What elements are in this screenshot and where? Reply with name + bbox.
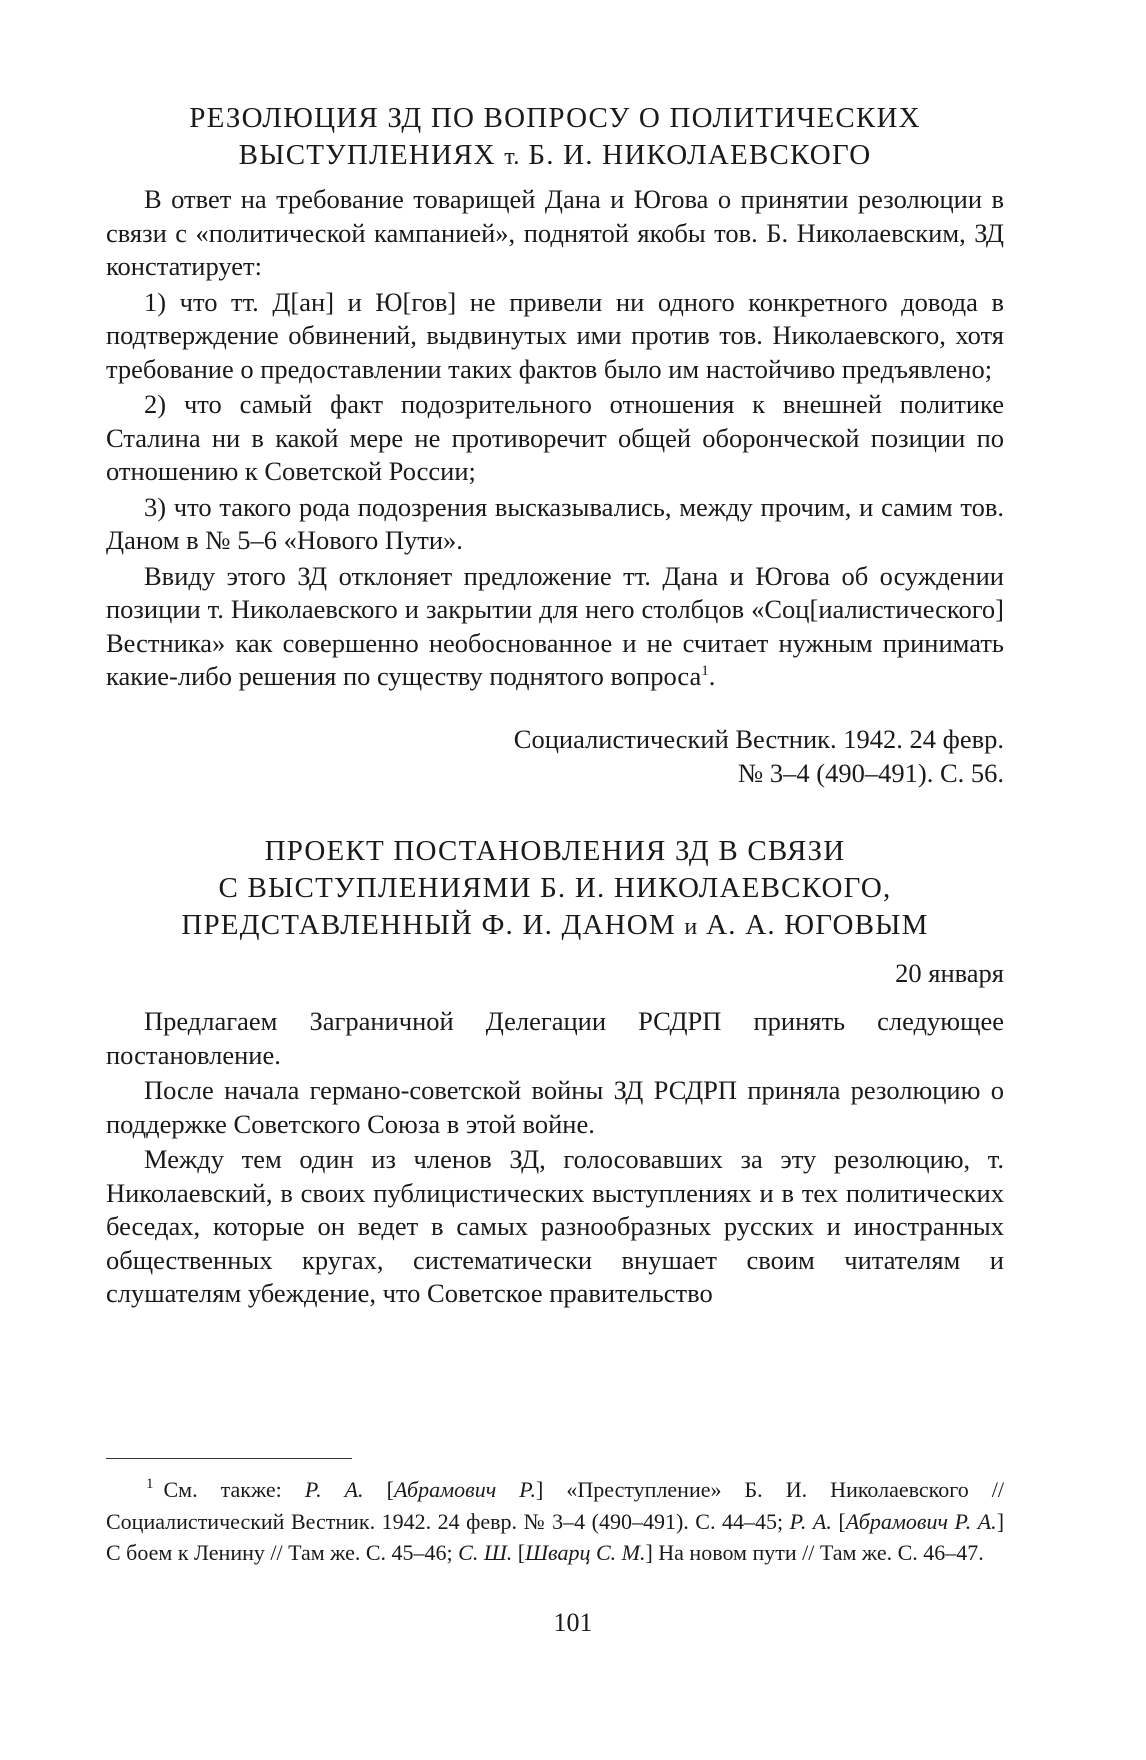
source-line: № 3–4 (490–491). С. 56. bbox=[738, 758, 1004, 788]
footnote-text: ] «Преступление» Б. И. Николаевского // Социалистический Вестник. 1942. 24 февр. № 3–4 (490–491). С. 44–45; bbox=[106, 1477, 1004, 1534]
heading-text: А. А. ЮГОВЫМ bbox=[706, 909, 929, 941]
page-number: 101 bbox=[553, 1608, 593, 1637]
source-line: Социалистический Вестник. 1942. 24 февр. bbox=[513, 724, 1004, 754]
paragraph: 2) что самый факт подозрительного отношения к внешней политике Сталина ни в какой мере не противоречит общей оборонческой позиции по отношению к Советской России; bbox=[106, 389, 1004, 486]
source-citation bbox=[106, 722, 1004, 790]
heading-conjunction: и bbox=[684, 914, 698, 940]
section2-heading-line1: ПРОЕКТ ПОСТАНОВЛЕНИЯ ЗД В СВЯЗИ bbox=[264, 835, 846, 867]
footnote-marker: 1 bbox=[701, 663, 709, 679]
paragraph: Между тем один из членов ЗД, голосовавших за эту резолюцию, т. Николаевский, в своих публицистических выступлениях и в тех политических беседах, которые он ведет в самых разнообразных русских и иностранных общественных кругах, систематически внушает своим читателям и слушателям убеждение, что Советское правительство bbox=[106, 1144, 1004, 1308]
section2-body bbox=[106, 1005, 1004, 1311]
footnote-author-initials: Р. А. bbox=[304, 1477, 364, 1502]
section2-heading bbox=[106, 833, 1004, 946]
heading-abbrev: т. bbox=[504, 144, 520, 170]
section1-body bbox=[106, 183, 1004, 694]
footnote-text: [ bbox=[363, 1477, 394, 1502]
footnote-text: ] На новом пути // Там же. С. 46–47. bbox=[645, 1540, 984, 1565]
footnote-text: [ bbox=[512, 1540, 526, 1565]
footnote-author-initials: С. Ш. bbox=[458, 1540, 513, 1565]
paragraph-end: . bbox=[708, 661, 716, 691]
paragraph: Предлагаем Заграничной Делегации РСДРП принять следующее постановление. bbox=[106, 1006, 1004, 1070]
section1-heading-line1: РЕЗОЛЮЦИЯ ЗД ПО ВОПРОСУ О ПОЛИТИЧЕСКИХ bbox=[189, 102, 921, 134]
footnote-author-name: Абрамович Р. А. bbox=[845, 1508, 997, 1534]
paragraph: 3) что такого рода подозрения высказывались, между прочим, и самим тов. Даном в № 5–6 «Нового Пути». bbox=[106, 491, 1004, 555]
footnote-text: [ bbox=[831, 1508, 846, 1534]
footnote-author-name: Абрамович Р. bbox=[393, 1477, 536, 1502]
footnote-text: ] С боем к Ленину // Там же. С. 45–46; bbox=[106, 1508, 1005, 1565]
document-date: 20 января bbox=[895, 958, 1004, 988]
footnote-author-name: Шварц С. М. bbox=[525, 1540, 646, 1565]
section2-heading-line2: С ВЫСТУПЛЕНИЯМИ Б. И. НИКОЛАЕВСКОГО, bbox=[218, 872, 892, 904]
section2-heading-line3 bbox=[106, 907, 1004, 946]
footnote-author-initials: Р. А. bbox=[789, 1508, 832, 1534]
paragraph: 1) что тт. Д[ан] и Ю[гов] не привели ни одного конкретного довода в подтверждение обвинений, выдвинутых ими против тов. Николаевского, хотя требование о предоставлении таких фактов было им настойчиво предъявлено; bbox=[106, 286, 1004, 384]
paragraph: В ответ на требование товарищей Дана и Югова о принятии резолюции в связи с «политической кампанией», поднятой якобы тов. Б. Николаевским, ЗД констатирует: bbox=[106, 184, 1004, 281]
section1-heading-line2 bbox=[106, 137, 1004, 176]
paragraph: После начала германо-советской войны ЗД РСДРП приняла резолюцию о поддержке Советского Союза в этой войне. bbox=[106, 1075, 1004, 1139]
paragraph-with-footnote bbox=[106, 560, 1004, 694]
heading-text: ВЫСТУПЛЕНИЯХ bbox=[238, 139, 496, 171]
footnote-text: См. также: bbox=[163, 1477, 305, 1502]
footnote-divider bbox=[106, 1458, 352, 1459]
footnote bbox=[106, 1474, 1004, 1569]
section1-heading bbox=[106, 100, 1004, 176]
footnote-number: 1 bbox=[146, 1476, 154, 1492]
heading-text: Б. И. НИКОЛАЕВСКОГО bbox=[528, 139, 872, 171]
paragraph-text: Ввиду этого ЗД отклоняет предложение тт. Дана и Югова об осуждении позиции т. Николаевского и закрытии для него столбцов «Соц[иалистического] Вестника» как совершенно необоснованное и не считает нужным принимать какие-либо решения по существу поднятого вопроса bbox=[106, 560, 1004, 691]
heading-text: ПРЕДСТАВЛЕННЫЙ Ф. И. ДАНОМ bbox=[181, 909, 676, 941]
